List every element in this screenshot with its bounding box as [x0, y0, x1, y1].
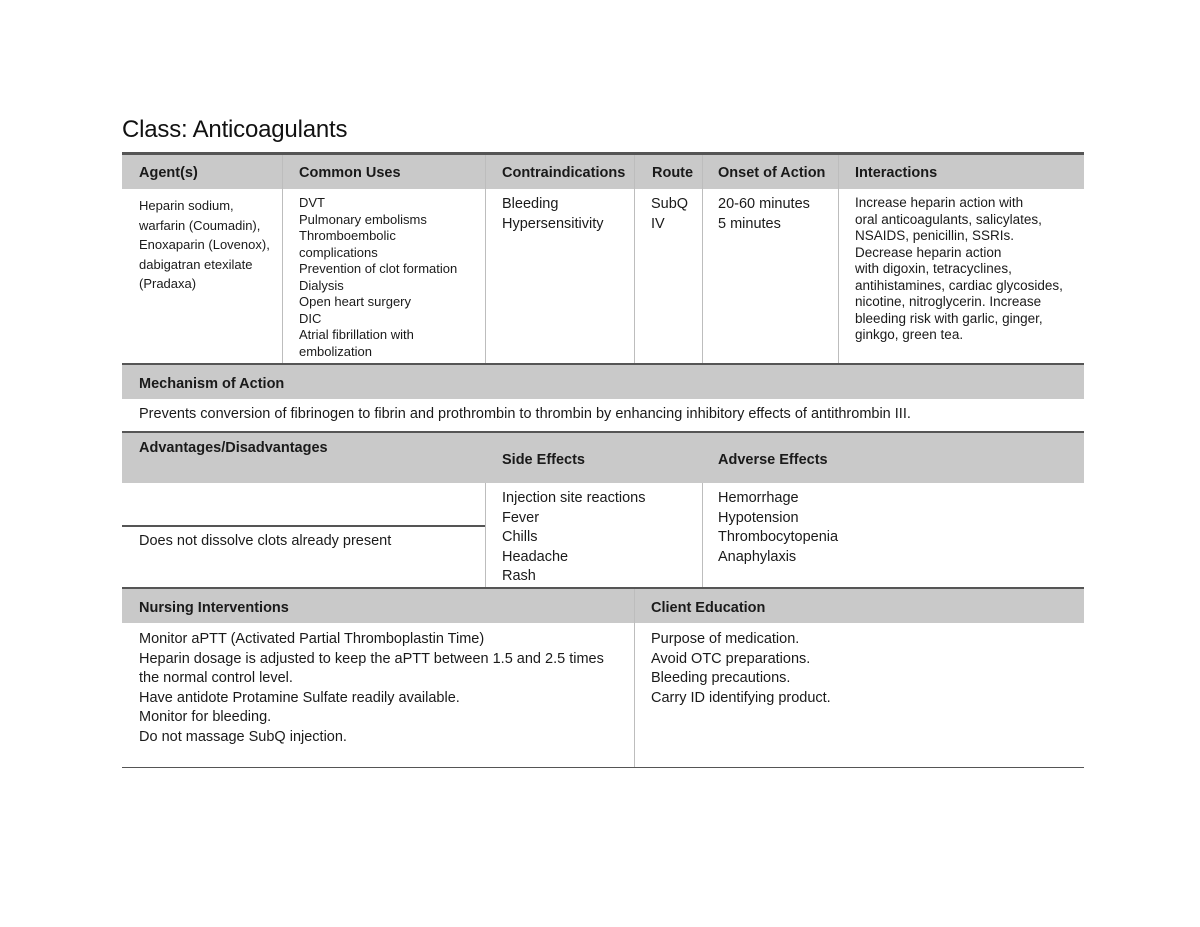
header-contraindications: Contraindications: [502, 165, 626, 181]
education-item: Purpose of medication.: [651, 631, 800, 647]
interactions-text: [855, 195, 1063, 344]
table3-bottom-rule: [122, 767, 1084, 768]
route-list: [651, 195, 688, 234]
header-client-education: Client Education: [651, 600, 766, 616]
adverse-effect-item: Hypotension: [718, 509, 799, 526]
use-item: Open heart surgery: [299, 294, 412, 309]
onset-item: 20-60 minutes: [718, 196, 810, 212]
use-item: Prevention of clot formation: [299, 261, 458, 276]
interactions-line: Increase heparin action with: [855, 195, 1024, 210]
header-side-effects: Side Effects: [502, 452, 585, 468]
interactions-line: ginkgo, green tea.: [855, 327, 964, 342]
interactions-line: nicotine, nitroglycerin. Increase: [855, 294, 1042, 309]
col-divider: [634, 589, 635, 768]
client-education-list: [651, 630, 831, 708]
agent-item: dabigatran etexilate: [139, 256, 253, 272]
agent-item: (Pradaxa): [139, 276, 197, 292]
contraindication-item: Hypersensitivity: [502, 215, 604, 232]
use-item: Thromboembolic: [299, 228, 396, 243]
use-item: embolization: [299, 343, 372, 359]
side-effects-list: [502, 489, 645, 587]
interactions-line: bleeding risk with garlic, ginger,: [855, 310, 1043, 326]
uses-list: [299, 195, 457, 360]
onset-item: 5 minutes: [718, 215, 781, 232]
header-common-uses: Common Uses: [299, 165, 401, 181]
education-item: Bleeding precautions.: [651, 670, 791, 687]
col-divider: [702, 483, 703, 588]
adverse-effect-item: Anaphylaxis: [718, 548, 797, 565]
interactions-line: NSAIDS, penicillin, SSRIs.: [855, 228, 1015, 243]
education-item: Avoid OTC preparations.: [651, 650, 811, 667]
disadvantage-cell: Does not dissolve clots already present: [139, 533, 392, 549]
header-route: Route: [652, 165, 694, 181]
interactions-line: antihistamines, cardiac glycosides,: [855, 277, 1063, 293]
mechanism-text: Prevents conversion of fibrinogen to fibrin and prothrombin to thrombin by enhancing inhibitory effects of antithrombin III.: [139, 406, 911, 422]
nursing-interventions-list: [139, 630, 604, 748]
interactions-line: oral anticoagulants, salicylates,: [855, 211, 1042, 227]
adverse-effect-item: Hemorrhage: [718, 490, 799, 506]
col-divider: [485, 483, 486, 588]
route-item: SubQ: [651, 196, 689, 212]
agents-list: [139, 196, 270, 294]
interactions-line: Decrease heparin action: [855, 244, 1002, 260]
adverse-effect-item: Thrombocytopenia: [718, 529, 839, 546]
interactions-line: with digoxin, tetracyclines,: [855, 261, 1012, 276]
use-item: complications: [299, 244, 378, 260]
col-divider: [702, 155, 703, 363]
agent-item: Heparin sodium,: [139, 198, 234, 213]
page-title: Class: Anticoagulants: [122, 116, 348, 143]
col-divider: [485, 155, 486, 363]
nursing-item: Have antidote Protamine Sulfate readily available.: [139, 689, 460, 706]
side-effect-item: Chills: [502, 529, 538, 546]
contraindications-list: [502, 195, 604, 234]
mechanism-header: Mechanism of Action: [139, 376, 285, 392]
side-effect-item: Fever: [502, 509, 540, 526]
onset-list: [718, 195, 810, 234]
nursing-item: Do not massage SubQ injection.: [139, 728, 347, 745]
nursing-item: Monitor aPTT (Activated Partial Thromboplastin Time): [139, 631, 485, 647]
use-item: Atrial fibrillation with: [299, 327, 414, 342]
header-agents: Agent(s): [139, 165, 198, 181]
contraindication-item: Bleeding: [502, 196, 559, 212]
nursing-item: Monitor for bleeding.: [139, 709, 272, 726]
agent-item: warfarin (Coumadin),: [139, 217, 261, 233]
side-effect-item: Injection site reactions: [502, 490, 646, 506]
use-item: Pulmonary embolisms: [299, 211, 427, 227]
side-effect-item: Rash: [502, 568, 536, 585]
header-nursing-interventions: Nursing Interventions: [139, 600, 289, 616]
col-divider: [282, 155, 283, 363]
adverse-effects-list: [718, 489, 838, 567]
side-effect-item: Headache: [502, 548, 569, 565]
use-item: DVT: [299, 195, 325, 210]
header-interactions: Interactions: [855, 165, 938, 181]
header-onset: Onset of Action: [718, 165, 826, 181]
col-divider: [838, 155, 839, 363]
nursing-item: the normal control level.: [139, 670, 293, 687]
header-adverse-effects: Adverse Effects: [718, 452, 828, 468]
route-item: IV: [651, 215, 665, 232]
header-advantages: Advantages/Disadvantages: [139, 440, 328, 456]
nursing-item: Heparin dosage is adjusted to keep the aPTT between 1.5 and 2.5 times: [139, 650, 604, 667]
education-item: Carry ID identifying product.: [651, 689, 831, 706]
use-item: Dialysis: [299, 277, 344, 293]
agent-item: Enoxaparin (Lovenox),: [139, 237, 270, 253]
col-divider: [634, 155, 635, 363]
advantages-divider: [122, 525, 485, 527]
use-item: DIC: [299, 310, 322, 326]
